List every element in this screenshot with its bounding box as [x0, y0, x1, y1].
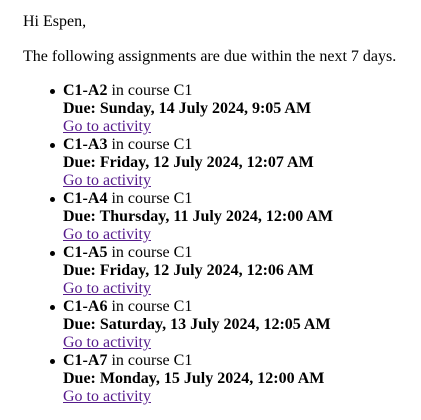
- assignment-title-line: [63, 352, 421, 370]
- due-date: Due: Friday, 12 July 2024, 12:06 AM: [63, 262, 314, 279]
- go-to-activity-link[interactable]: Go to activity: [63, 226, 151, 243]
- go-to-activity-link[interactable]: Go to activity: [63, 280, 151, 297]
- course-text: in course C1: [111, 244, 193, 261]
- greeting-text: Hi Espen,: [23, 13, 87, 30]
- assignment-title-line: [63, 82, 421, 100]
- go-to-activity-link[interactable]: Go to activity: [63, 118, 151, 135]
- assignment-list: [23, 82, 421, 406]
- assignment-item: [63, 82, 421, 136]
- assignment-name: C1-A2: [63, 82, 108, 99]
- course-text: in course C1: [111, 190, 193, 207]
- assignment-item: [63, 136, 421, 190]
- course-text: in course C1: [111, 136, 193, 153]
- intro-text: The following assignments are due within the next 7 days.: [23, 48, 397, 65]
- assignment-title-line: [63, 190, 421, 208]
- assignment-name: C1-A4: [63, 190, 108, 207]
- due-date: Due: Monday, 15 July 2024, 12:00 AM: [63, 370, 325, 387]
- due-date: Due: Friday, 12 July 2024, 12:07 AM: [63, 154, 314, 171]
- assignment-name: C1-A3: [63, 136, 108, 153]
- assignment-item: [63, 190, 421, 244]
- course-text: in course C1: [111, 82, 193, 99]
- go-to-activity-link[interactable]: Go to activity: [63, 388, 151, 405]
- assignment-item: [63, 244, 421, 298]
- course-text: in course C1: [111, 352, 193, 369]
- due-date: Due: Thursday, 11 July 2024, 12:00 AM: [63, 208, 333, 225]
- go-to-activity-link[interactable]: Go to activity: [63, 334, 151, 351]
- course-text: in course C1: [111, 298, 193, 315]
- assignment-name: C1-A7: [63, 352, 108, 369]
- due-date: Due: Sunday, 14 July 2024, 9:05 AM: [63, 100, 312, 117]
- go-to-activity-link[interactable]: Go to activity: [63, 172, 151, 189]
- assignment-title-line: [63, 136, 421, 154]
- due-date: Due: Saturday, 13 July 2024, 12:05 AM: [63, 316, 331, 333]
- assignment-title-line: [63, 244, 421, 262]
- assignment-name: C1-A5: [63, 244, 108, 261]
- assignment-item: [63, 298, 421, 352]
- assignment-item: [63, 352, 421, 406]
- assignment-title-line: [63, 298, 421, 316]
- assignment-name: C1-A6: [63, 298, 108, 315]
